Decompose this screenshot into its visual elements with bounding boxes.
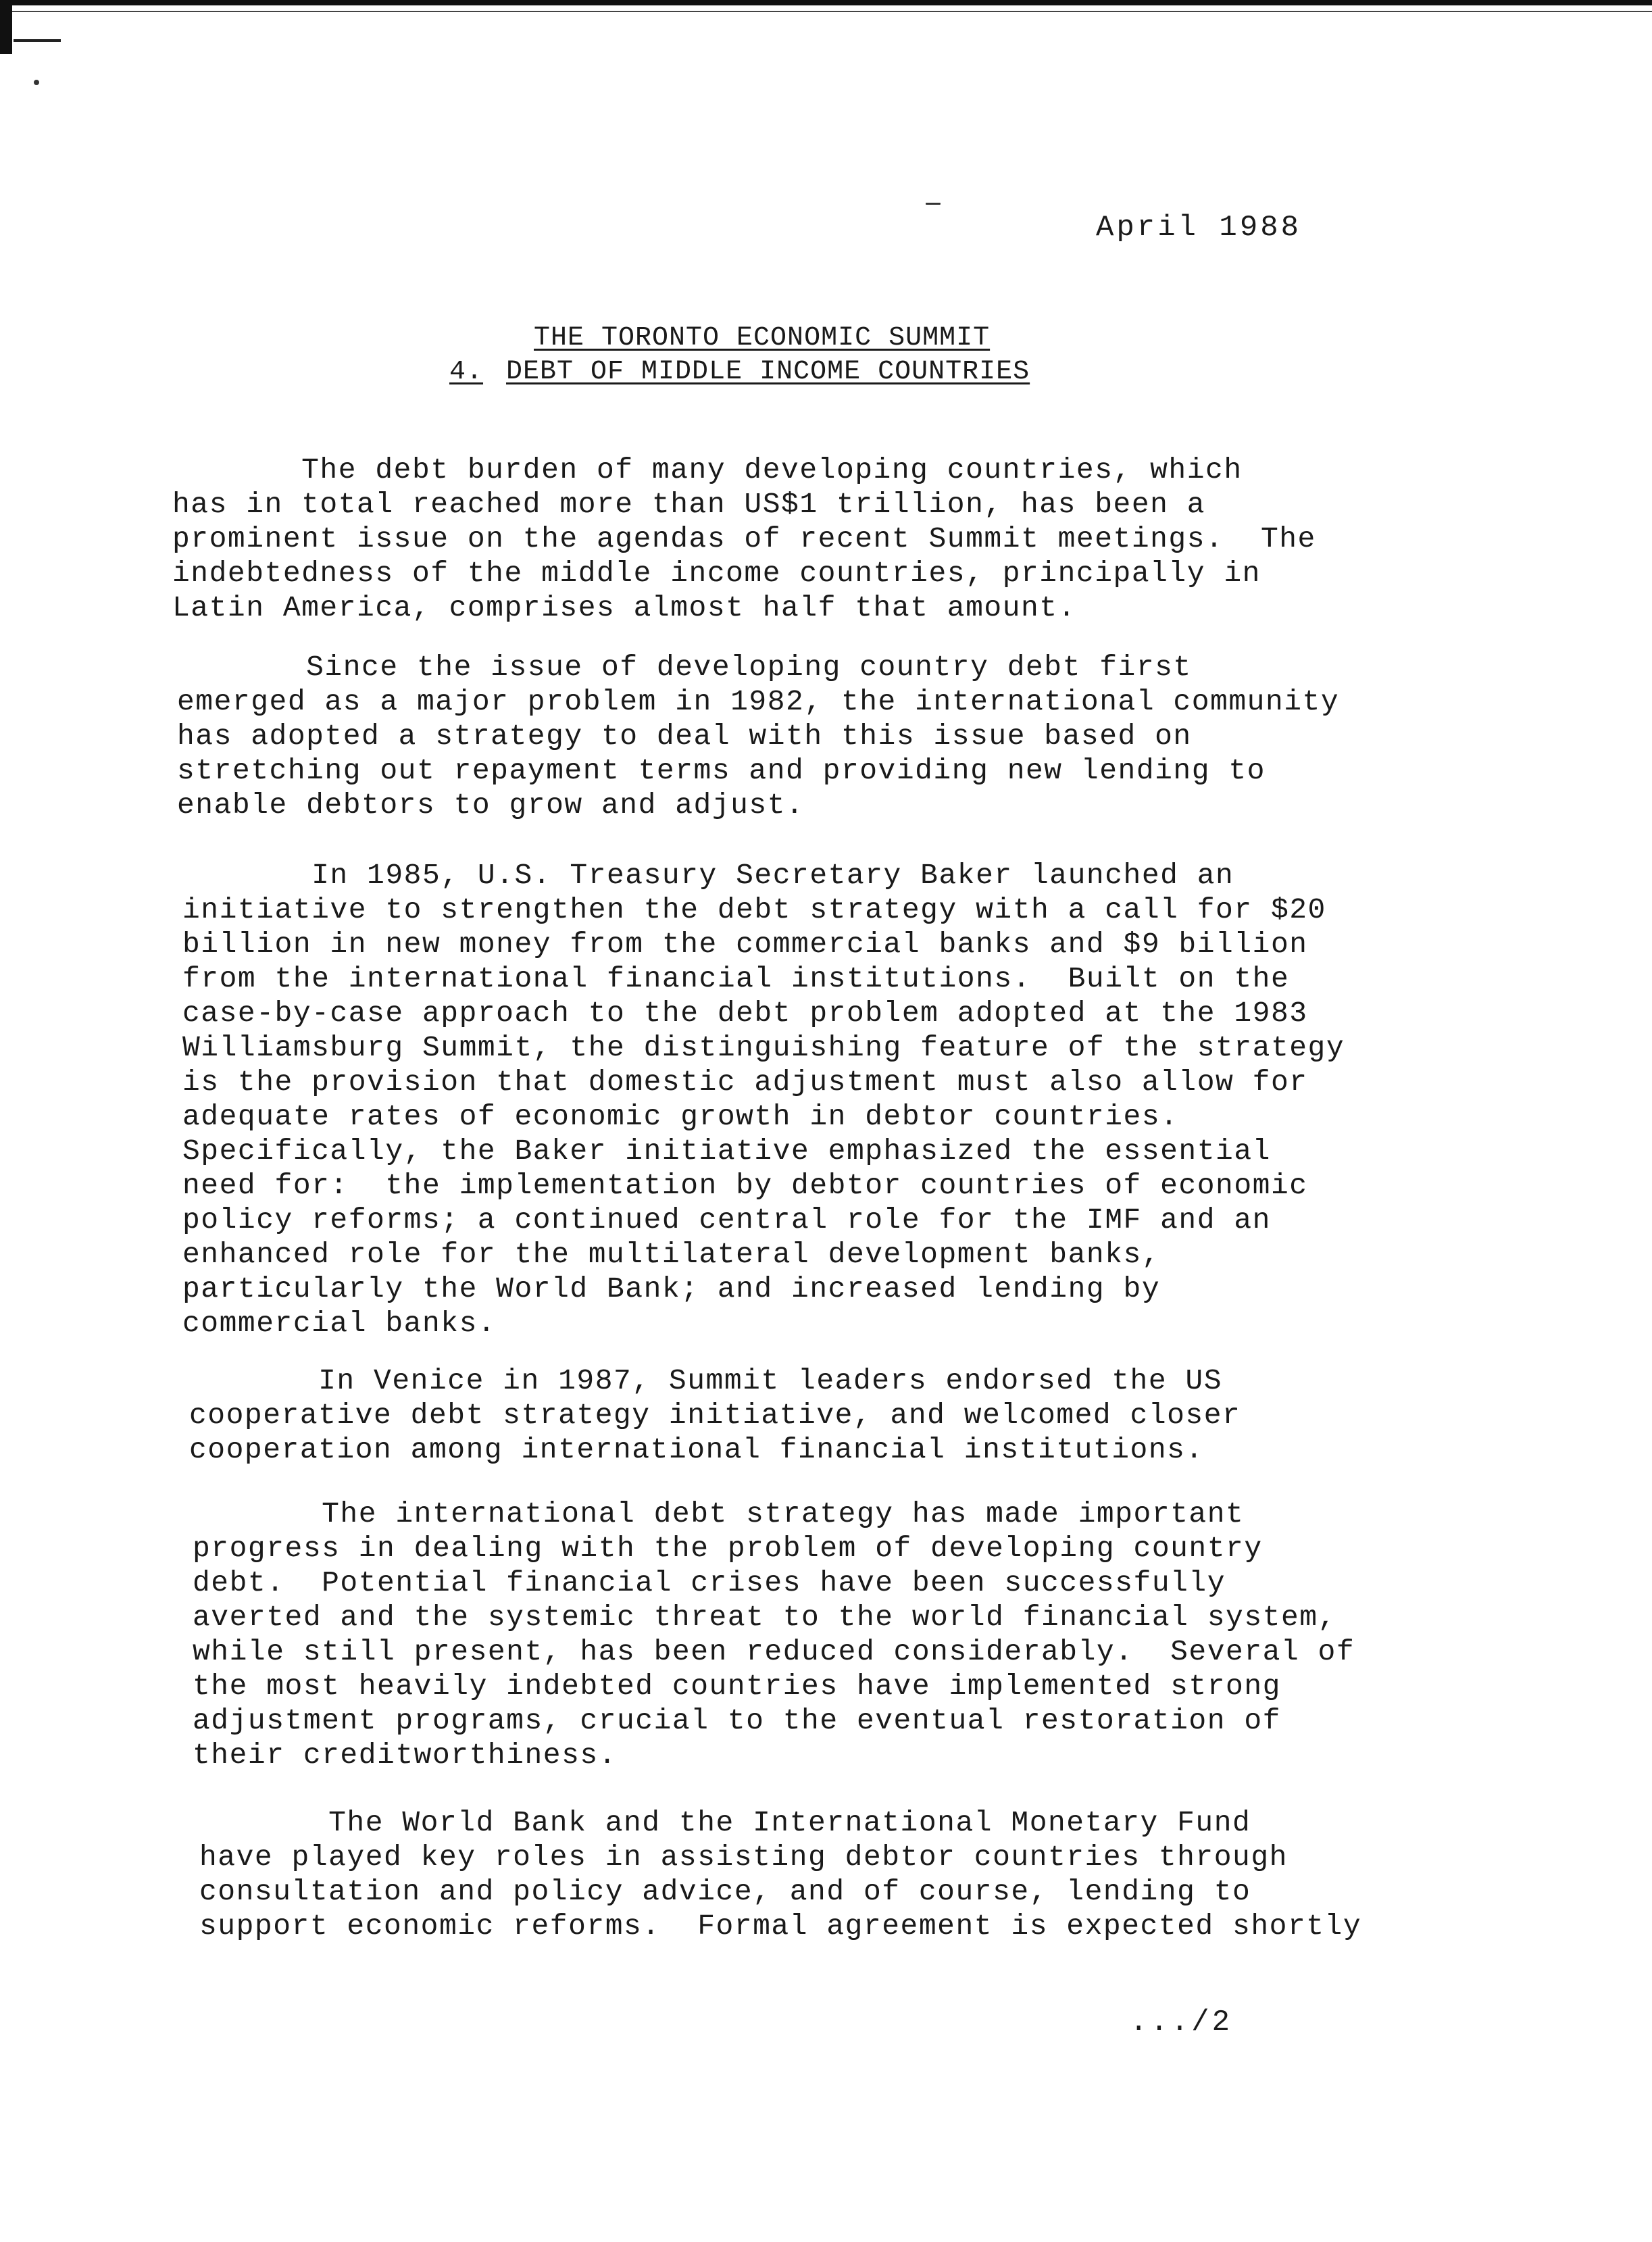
paragraph: The debt burden of many developing countries, which has in total reached more than US$1 trillion, has been a prominent issue on the agendas of recent Summit meetings. The indebtedness of the middle income countries, principally in Latin America, comprises almost half that amount. (172, 453, 1316, 624)
section-number: 4. (449, 357, 484, 387)
paragraph: Since the issue of developing country debt first emerged as a major problem in 1982, the international community has adopted a strategy to deal with this issue based on stretching out repayment terms and providing new lending to enable debtors to grow and adjust. (177, 651, 1340, 822)
scan-corner-dash (14, 39, 61, 42)
paragraph: In Venice in 1987, Summit leaders endorsed the US cooperative debt strategy initiative, and welcomed closer cooperation among international financial institutions. (189, 1364, 1241, 1466)
document-title: THE TORONTO ECONOMIC SUMMIT (534, 323, 991, 353)
page-continuation: .../2 (1130, 2006, 1233, 2039)
scan-top-edge-line (0, 11, 1652, 12)
paragraph: The World Bank and the International Monetary Fund have played key roles in assisting debtor countries through consultation and policy advice, and of course, lending to support economic reforms. Formal agreement is expected shortly (199, 1806, 1362, 1943)
document-date: April 1988 (1096, 211, 1302, 245)
section-heading (449, 357, 1030, 387)
paragraph: In 1985, U.S. Treasury Secretary Baker launched an initiative to strengthen the debt strategy with a call for $20 billion in new money from the commercial banks and $9 billion from the international financial institutions. Built on the case-by-case approach to the debt problem adopted at the 1983 Williamsburg Summit, the distinguishing feature of the strategy is the provision that domestic adjustment must also allow for adequate rates of economic growth in debtor countries. Specifically, the Baker initiative emphasized the essential need for: the implementation by debtor countries of economic policy reforms; a continued central role for the IMF and an enhanced role for the multilateral development banks, particularly the World Bank; and increased lending by commercial banks. (182, 859, 1345, 1340)
scan-corner-mark (0, 0, 12, 54)
section-title: DEBT OF MIDDLE INCOME COUNTRIES (506, 357, 1030, 387)
paragraph: The international debt strategy has made important progress in dealing with the problem of developing country debt. Potential financial crises have been successfully averted and the systemic threat to the world financial system, while still present, has been reduced considerably. Several of the most heavily indebted countries have implemented strong adjustment programs, crucial to the eventual restoration of their creditworthiness. (193, 1497, 1355, 1772)
scan-top-edge (0, 0, 1652, 5)
scan-speck (34, 80, 39, 85)
scan-speck (926, 203, 941, 205)
